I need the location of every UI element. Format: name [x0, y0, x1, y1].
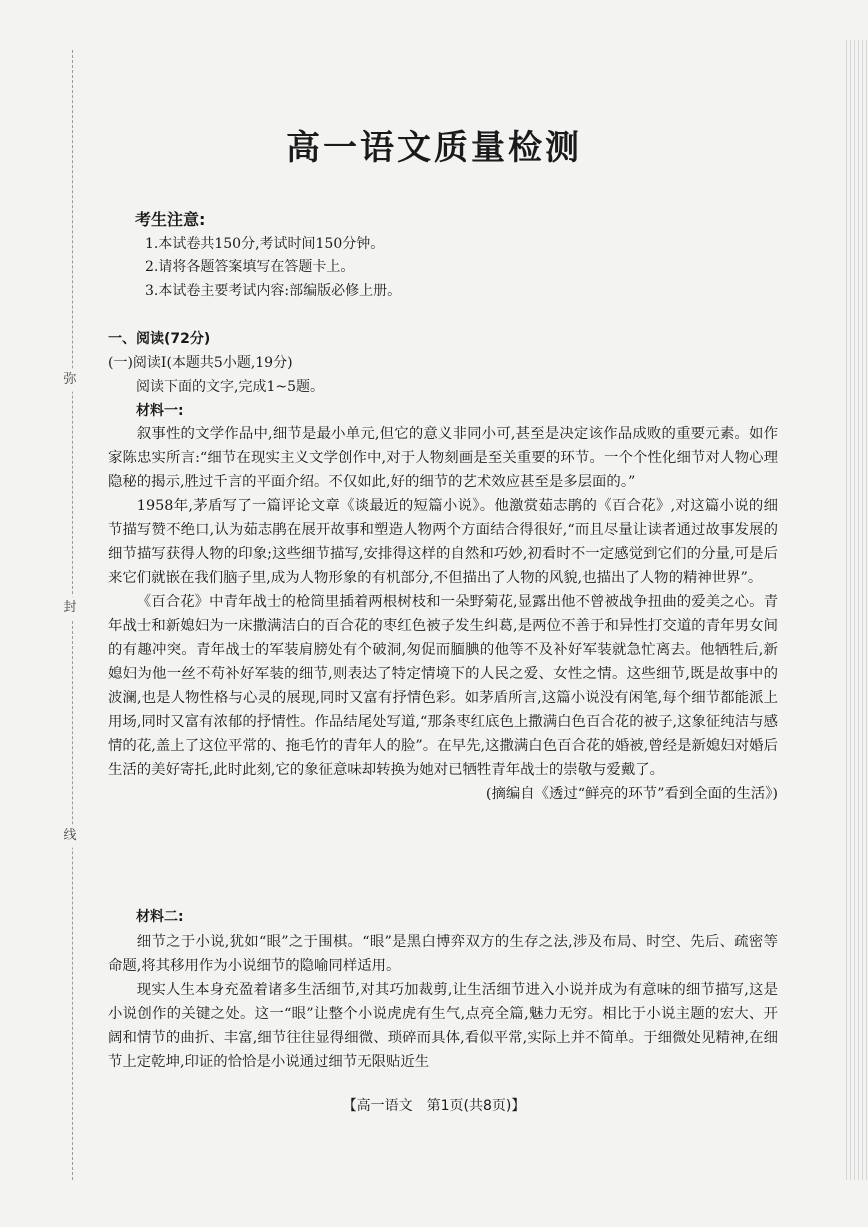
material1-paragraph: 《百合花》中青年战士的枪筒里插着两根树枝和一朵野菊花,显露出他不曾被战争扭曲的爱美之心。青年战士和新媳妇为一床撒满洁白的百合花的枣红色被子发生纠葛,是两位不善于和异性打交道的青年男女间的有趣冲突。青年战士的军装肩膀处有个破洞,匆促而腼腆的他等不及补好军装就急忙离去。他牺牲后,新媳妇为他一丝不苟补好军装的细节,则表达了特定情境下的人民之爱、女性之情。这些细节,既是故事中的波澜,也是人物性格与心灵的展现,同时又富有抒情色彩。如茅盾所言,这篇小说没有闲笔,每个细节都能派上用场,同时又富有浓郁的抒情性。作品结尾处写道,“那条枣红底色上撒满白色百合花的被子,这象征纯洁与感情的花,盖上了这位平常的、拖毛竹的青年人的脸”。在早先,这撒满白色百合花的婚被,曾经是新媳妇对婚后生活的美好寄托,此时此刻,它的象征意味却转换为她对已牺牲青年战士的崇敬与爱戴了。: [108, 594, 778, 778]
section-heading: 一、阅读(72分): [108, 331, 211, 347]
material1-body: [108, 422, 778, 806]
seal-mark-feng: 封: [58, 596, 82, 620]
seal-mark-xian: 线: [58, 824, 82, 848]
notice-heading: 考生注意:: [135, 210, 206, 229]
instruction-text: 阅读下面的文字,完成1~5题。: [136, 379, 324, 395]
material2-label: 材料二:: [136, 909, 184, 925]
notice-item: 3.本试卷主要考试内容:部编版必修上册。: [145, 283, 402, 299]
material1-paragraph: 1958年,茅盾写了一篇评论文章《谈最近的短篇小说》。他激赏茹志鹃的《百合花》,对这篇小说的细节描写赞不绝口,认为茹志鹃在展开故事和塑造人物两个方面结合得很好,“而且尽量让读者通过故事发展的细节描写获得人物的印象;这些细节描写,安排得这样的自然和巧妙,初看时不一定感觉到它们的分量,可是后来它们就嵌在我们脑子里,成为人物形象的有机部分,不但描出了人物的风貌,也描出了人物的精神世界”。: [108, 498, 778, 586]
material2-paragraph: 细节之于小说,犹如“眼”之于围棋。“眼”是黑白博弈双方的生存之法,涉及布局、时空、先后、疏密等命题,将其移用作为小说细节的隐喻同样适用。: [108, 934, 778, 974]
material1-label: 材料一:: [136, 403, 184, 419]
binding-edge: [846, 40, 868, 1180]
material1-paragraph: 叙事性的文学作品中,细节是最小单元,但它的意义非同小可,甚至是决定该作品成败的重要元素。如作家陈忠实所言:“细节在现实主义文学创作中,对于人物刻画是至关重要的环节。一个个性化细节对人物心理隐秘的揭示,胜过千言的平面介绍。不仅如此,好的细节的艺术效应甚至是多层面的。”: [108, 426, 778, 490]
notice-item: 2.请将各题答案填写在答题卡上。: [145, 259, 355, 275]
subsection-heading: (一)阅读Ⅰ(本题共5小题,19分): [108, 355, 293, 371]
material2-paragraph: 现实人生本身充盈着诸多生活细节,对其巧加裁剪,让生活细节进入小说并成为有意味的细节描写,这是小说创作的关键之处。这一“眼”让整个小说虎虎有生气,点亮全篇,魅力无穷。相比于小说主题的宏大、开阔和情节的曲折、丰富,细节往往显得细微、琐碎而具体,看似平常,实际上并不简单。于细微处见精神,在细节上定乾坤,印证的恰恰是小说通过细节无限贴近生: [108, 982, 778, 1070]
page-title: 高一语文质量检测: [286, 128, 582, 168]
page-footer: 【高一语文 第1页(共8页)】: [342, 1098, 526, 1114]
material1-source: (摘编自《透过“鲜亮的环节”看到全面的生活》): [485, 786, 778, 802]
seal-mark-mi: 弥: [58, 368, 82, 392]
notice-item: 1.本试卷共150分,考试时间150分钟。: [145, 236, 385, 252]
material2-body: [108, 930, 778, 1074]
